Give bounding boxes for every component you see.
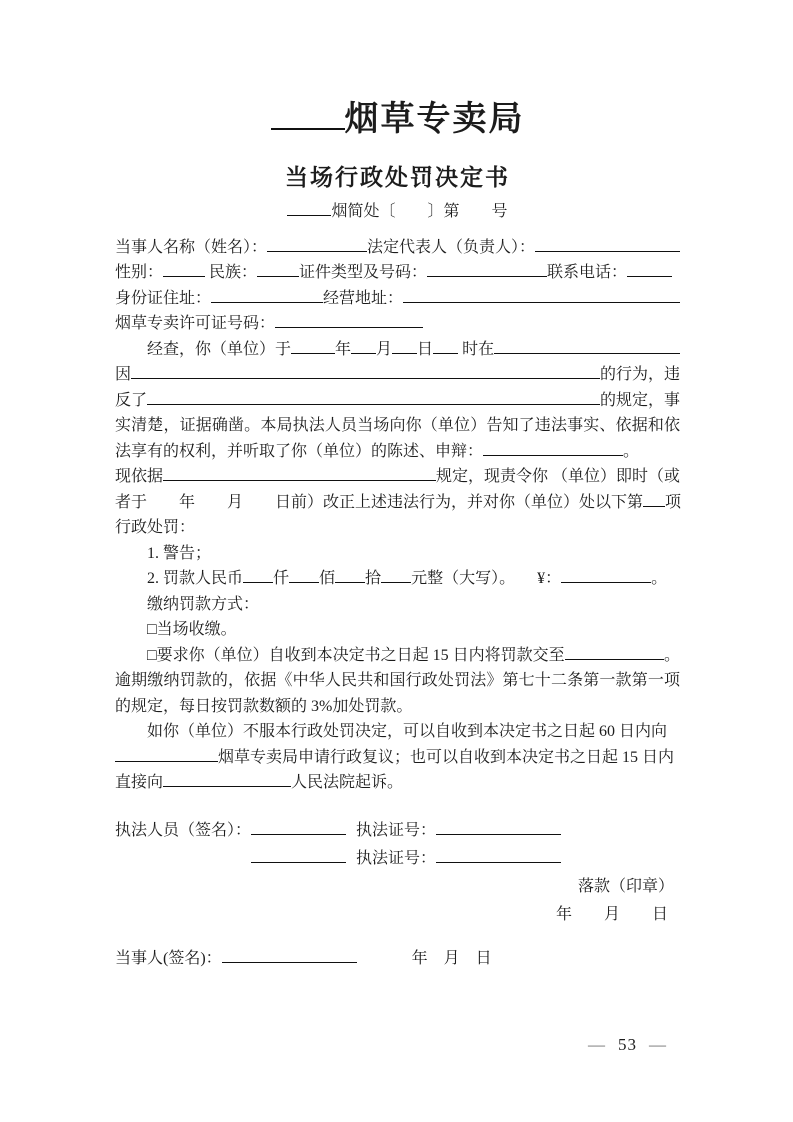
- form-line: [115, 945, 680, 973]
- blank-field: [627, 272, 672, 277]
- blank-field: [257, 272, 299, 277]
- blank-field: [643, 502, 665, 507]
- blank-field: [163, 476, 436, 481]
- form-text: 经查，你（单位）于: [147, 340, 292, 358]
- form-text: 法定代表人（负责人）：: [367, 238, 536, 256]
- form-text: 月: [376, 340, 393, 358]
- blank-field: [483, 451, 623, 456]
- form-text: 法享有的权利，并听取了你（单位）的陈述、申辩：: [115, 442, 484, 460]
- form-body: [115, 235, 680, 796]
- form-text: 规定，现责令你 （单位）即时（或: [435, 468, 680, 485]
- form-text: 执法证号：: [356, 849, 437, 867]
- blank-field: [289, 578, 319, 583]
- form-text: 者于 年 月 日前）改正上述违法行为，并对你（单位）处以下第: [115, 493, 644, 511]
- form-text: 。: [663, 646, 680, 664]
- form-text: 的规定，每日按罚款数额的 3%加处罚款。: [115, 697, 413, 715]
- form-text: □当场收缴。: [147, 621, 237, 638]
- form-text: □要求你（单位）自收到本决定书之日起 15 日内将罚款交至: [147, 646, 565, 664]
- form-text: 元整（大写）。: [411, 570, 516, 587]
- form-line: [115, 286, 680, 312]
- form-text: 。: [623, 442, 640, 460]
- blank-field: [251, 830, 346, 835]
- spacer: [346, 861, 356, 863]
- form-line: [115, 260, 680, 286]
- form-line: [115, 515, 680, 541]
- blank-field: [427, 272, 547, 277]
- form-line: [115, 668, 680, 694]
- form-text: 性别：: [115, 264, 164, 281]
- page-number-dash-right: —: [649, 1035, 667, 1054]
- form-line: [115, 592, 680, 618]
- form-line: [115, 745, 680, 771]
- form-line: [115, 235, 680, 261]
- form-text: 行政处罚：: [115, 519, 196, 536]
- blank-field: [392, 349, 417, 354]
- bureau-title: 烟草专卖局: [344, 101, 525, 138]
- blank-field: [287, 211, 331, 216]
- form-line: [115, 817, 680, 845]
- form-text: 1. 警告；: [147, 544, 212, 562]
- form-text: 身份证住址：: [115, 289, 212, 307]
- form-text: 实清楚，证据确凿。本局执法人员当场向你（单位）告知了违法事实、依据和依: [115, 417, 680, 434]
- form-text: 缴纳罚款方式：: [147, 595, 260, 613]
- blank-field: [267, 247, 367, 252]
- form-line: [115, 617, 680, 643]
- form-text: 现依据: [115, 468, 164, 485]
- form-text: 逾期缴纳罚款的，依据《中华人民共和国行政处罚法》第七十二条第一款第一项: [115, 672, 680, 689]
- blank-field: [436, 858, 561, 863]
- bureau-name-blank: [271, 124, 345, 130]
- blank-field: [494, 349, 680, 354]
- form-text: 烟草专卖局申请行政复议；也可以自收到本决定书之日起 15 日内: [218, 748, 675, 766]
- form-text: 年 月 日: [555, 905, 668, 923]
- form-text: 佰: [319, 570, 336, 587]
- blank-field: [565, 655, 664, 660]
- document-title: 当场行政处罚决定书: [285, 164, 510, 190]
- form-text: 时在: [458, 340, 495, 358]
- form-text: 经营地址：: [323, 289, 404, 307]
- page-number-value: 53: [618, 1035, 637, 1054]
- blank-field: [433, 349, 458, 354]
- spacer: [346, 833, 356, 835]
- form-line: [115, 770, 680, 796]
- blank-field: [436, 830, 561, 835]
- form-text: 当事人(签名)：: [115, 949, 222, 967]
- form-text: 项: [665, 493, 682, 511]
- form-text: 拾: [365, 570, 382, 587]
- form-line: [115, 337, 680, 363]
- spacer: [515, 581, 537, 583]
- blank-field: [211, 298, 323, 303]
- page-number-dash-left: —: [588, 1035, 606, 1054]
- form-text: 反了: [115, 391, 148, 409]
- form-text: 日: [417, 340, 434, 358]
- blank-field: [222, 958, 357, 963]
- form-text: 落款（印章）: [577, 877, 674, 895]
- form-line: [115, 413, 680, 439]
- form-text: 联系电话：: [547, 264, 628, 281]
- form-text: 2. 罚款人民币: [147, 570, 244, 587]
- form-text: 民族：: [205, 264, 258, 281]
- form-line: [115, 719, 680, 745]
- blank-field: [381, 578, 411, 583]
- blank-field: [163, 272, 205, 277]
- form-text: 的规定，事: [599, 391, 680, 409]
- form-text: 执法证号：: [356, 821, 437, 839]
- blank-field: [275, 323, 423, 328]
- blank-field: [147, 400, 600, 405]
- document-content: [115, 98, 680, 973]
- bureau-title-line: [115, 98, 680, 142]
- form-text: 。: [651, 570, 668, 587]
- form-text: 烟简处〔 〕第 号: [331, 203, 508, 220]
- blank-field: [243, 578, 273, 583]
- blank-field: [131, 374, 600, 379]
- form-text: 直接向: [115, 774, 164, 791]
- form-text: 当事人名称（姓名）：: [115, 238, 268, 256]
- form-line: [115, 541, 680, 567]
- blank-field: [351, 349, 376, 354]
- form-text: ¥：: [537, 570, 562, 587]
- blank-field: [163, 782, 291, 787]
- form-line: [115, 845, 680, 873]
- form-line: [115, 643, 680, 669]
- form-text: 因: [115, 366, 132, 383]
- form-line: [115, 694, 680, 720]
- form-text: 执法人员（签名）：: [115, 821, 252, 839]
- form-line: [115, 490, 680, 516]
- form-text: 烟草专卖许可证号码：: [115, 315, 276, 332]
- blank-field: [115, 757, 218, 762]
- form-text: 仟: [273, 570, 290, 587]
- form-line: [115, 362, 680, 388]
- form-text: 人民法院起诉。: [291, 774, 404, 791]
- form-line: [115, 311, 680, 337]
- form-line: [115, 439, 680, 465]
- signature-block: [115, 817, 680, 973]
- blank-field: [535, 247, 680, 252]
- form-line: [115, 901, 680, 929]
- form-text: 如你（单位）不服本行政处罚决定，可以自收到本决定书之日起 60 日内向: [147, 723, 668, 740]
- form-line: [287, 199, 507, 225]
- document-number-line: [115, 199, 680, 225]
- blank-field: [561, 578, 651, 583]
- form-line: [115, 464, 680, 490]
- blank-field: [335, 578, 365, 583]
- page-number: [588, 1033, 667, 1057]
- blank-field: [291, 349, 335, 354]
- blank-field: [251, 858, 346, 863]
- form-text: 年 月 日: [411, 949, 492, 967]
- spacer: [357, 961, 412, 963]
- blank-field: [403, 298, 680, 303]
- form-line: [115, 388, 680, 414]
- form-text: 的行为，违: [599, 366, 680, 383]
- form-text: 年: [335, 340, 352, 358]
- form-text: 证件类型及号码：: [299, 264, 428, 281]
- form-line: [115, 873, 680, 901]
- form-line: [115, 566, 680, 592]
